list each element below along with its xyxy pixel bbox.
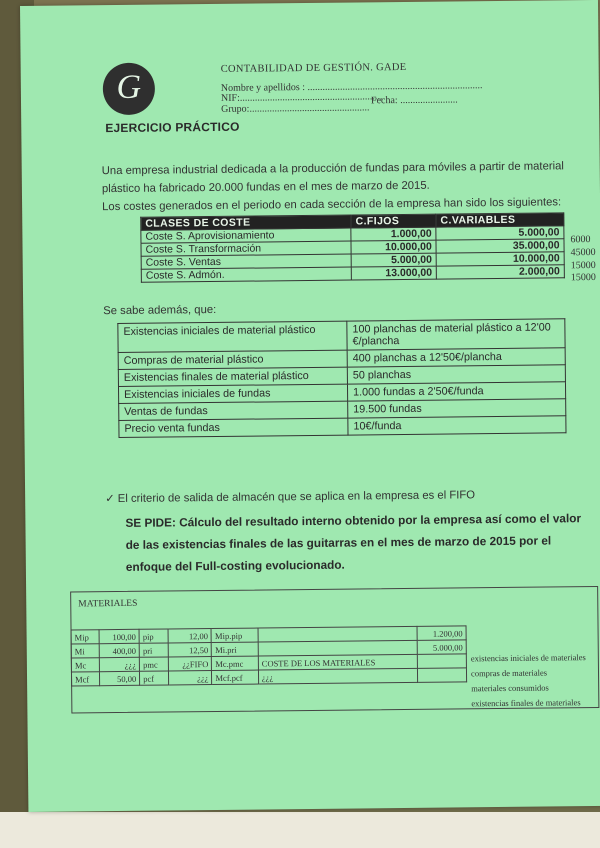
materials-descriptions: [471, 650, 587, 711]
group-field: Grupo:................................................: [221, 102, 370, 115]
variable-cost: 2.000,00: [436, 265, 564, 279]
cell: Mcf: [71, 672, 99, 686]
course-title: CONTABILIDAD DE GESTIÓN. GADE: [220, 61, 407, 75]
name-field: Nombre y apellidos : ......................................................................: [220, 80, 483, 94]
cell: ¿¿¿: [99, 657, 139, 671]
cell: pri: [139, 643, 168, 657]
info-value: 50 planchas: [347, 365, 565, 384]
cell: 5.000,00: [418, 640, 467, 655]
cost-class: Coste S. Ventas: [141, 254, 351, 269]
cell: pcf: [140, 671, 169, 685]
cell: pmc: [139, 657, 168, 671]
cell: COSTE DE LOS MATERIALES: [258, 654, 418, 670]
handwritten-total: 15000: [570, 272, 596, 284]
cell: ¿¿¿: [258, 668, 418, 684]
exercise-title: EJERCICIO PRÁCTICO: [105, 119, 240, 136]
cell: 100,00: [99, 629, 139, 643]
cell: 1.200,00: [417, 626, 466, 641]
info-label: Existencias iniciales de fundas: [118, 384, 347, 403]
also-known-text: Se sabe además, que:: [103, 303, 217, 318]
info-value: 10€/funda: [348, 416, 566, 435]
cell: ¿¿FIFO: [168, 657, 212, 671]
handwritten-total: 45000: [570, 246, 596, 259]
info-label: Existencias finales de material plástico: [118, 367, 347, 386]
nif-field: NIF:.........................................................: [220, 91, 383, 104]
description-item: existencias finales de materiales: [471, 697, 581, 709]
cell: ¿¿¿: [168, 671, 212, 685]
cost-class: Coste S. Admón.: [141, 267, 351, 282]
fixed-cost: 5.000,00: [351, 253, 436, 267]
cell: Mi.pri: [212, 642, 259, 656]
exam-sheet: [20, 0, 600, 812]
info-label: Ventas de fundas: [119, 401, 348, 420]
cell: Mi: [71, 644, 99, 658]
background-bottom: [0, 812, 600, 848]
header-cell: C.VARIABLES: [436, 213, 564, 227]
info-table: [117, 318, 566, 438]
intro-line-1: Una empresa industrial dedicada a la producción de fundas para móviles a partir de material: [101, 160, 564, 178]
cell: Mip.pip: [211, 628, 258, 642]
fixed-cost: 1.000,00: [351, 227, 436, 241]
cell: pip: [139, 629, 168, 643]
info-value: 1.000 fundas a 2'50€/funda: [347, 382, 565, 401]
info-label: Precio venta fundas: [119, 418, 348, 437]
cell: [418, 654, 467, 669]
variable-cost: 5.000,00: [436, 226, 564, 240]
info-value: 400 planchas a 12'50€/plancha: [347, 348, 565, 367]
cell: 50,00: [99, 671, 139, 685]
materials-table: [71, 625, 468, 686]
cost-class: Coste S. Transformación: [141, 241, 351, 256]
table-row: [119, 416, 566, 438]
info-label: Compras de material plástico: [118, 350, 347, 369]
info-value: 100 planchas de material plástico a 12'00 €/plancha: [347, 319, 565, 350]
intro-line-3: Los costes generados en el periodo en cada sección de la empresa han sido los siguientes:: [102, 196, 562, 214]
cell: 400,00: [99, 643, 139, 657]
materials-title: MATERIALES: [78, 598, 138, 610]
info-label: Existencias iniciales de material plástico: [118, 321, 347, 352]
cell: 12,50: [168, 643, 212, 657]
description-item: materiales consumidos: [471, 682, 549, 694]
fifo-note: ✓ El criterio de salida de almacén que se aplica en la empresa es el FIFO: [105, 489, 476, 506]
intro-line-2: plástico ha fabricado 20.000 fundas en el mes de marzo de 2015.: [101, 179, 430, 196]
cost-class: Coste S. Aprovisionamiento: [141, 228, 351, 243]
description-item: existencias iniciales de materiales: [470, 652, 586, 664]
cell: Mcf.pcf: [212, 670, 259, 684]
fixed-cost: 13.000,00: [352, 266, 437, 280]
cell: [418, 668, 467, 683]
variable-cost: 35.000,00: [436, 239, 564, 253]
header-cell: C.FIJOS: [351, 214, 436, 228]
table-row: [118, 319, 565, 353]
header-cell: CLASES DE COSTE: [141, 215, 351, 230]
cost-table: [140, 212, 565, 282]
cell: Mc: [71, 658, 99, 672]
handwritten-total: 6000: [570, 234, 591, 246]
cell: Mip: [71, 630, 99, 644]
info-value: 19.500 fundas: [348, 399, 566, 418]
description-item: compras de materiales: [470, 667, 548, 679]
variable-cost: 10.000,00: [436, 252, 564, 266]
handwritten-totals: [570, 234, 596, 285]
handwritten-total: 15000: [570, 259, 596, 271]
fixed-cost: 10.000,00: [351, 240, 436, 254]
cell: 12,00: [168, 629, 212, 643]
university-logo: G: [103, 63, 156, 116]
task-statement: SE PIDE: Cálculo del resultado interno obtenido por la empresa así como el valor de las existencias finales de las guitarras en el mes de marzo de 2015 por el enfoque del Full-costing evolucionado.: [125, 511, 582, 574]
cell: Mc.pmc: [212, 656, 259, 670]
date-field: Fecha: .......................: [370, 94, 458, 107]
